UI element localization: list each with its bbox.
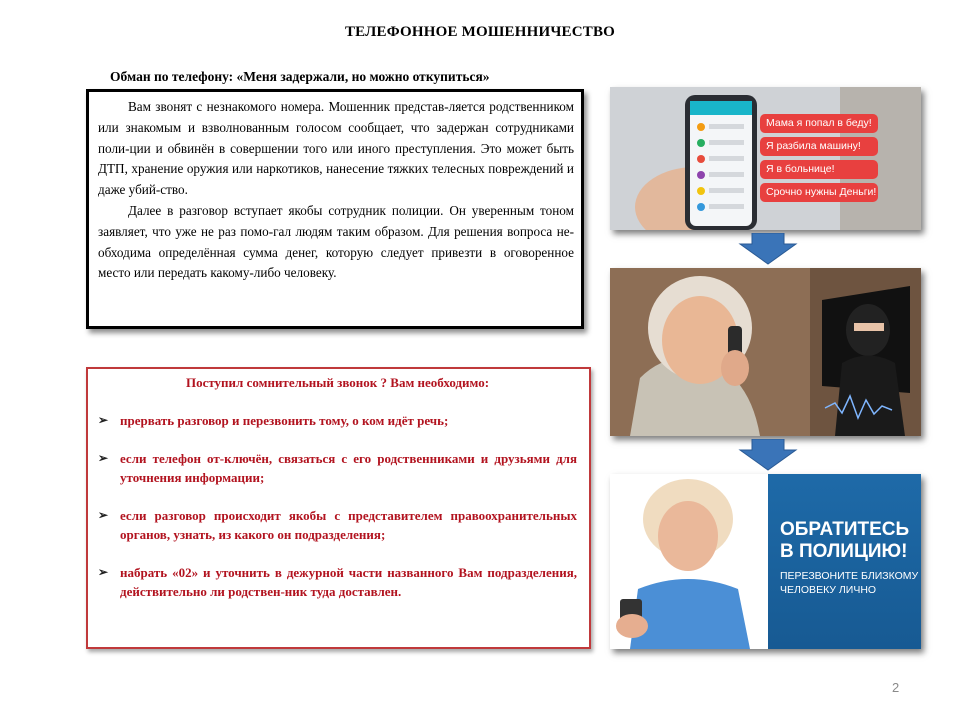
banner-headline: ОБРАТИТЕСЬ В ПОЛИЦИЮ! (780, 519, 910, 562)
page-number: 2 (892, 680, 900, 695)
advice-item (98, 506, 577, 544)
advice-item-text: прервать разговор и перезвонить тому, о ком идёт речь; (120, 413, 449, 428)
advice-item-text: если разговор происходит якобы с представителем правоохранительных органов, узнать, из какого он подразделения; (120, 508, 577, 542)
bullet-arrow-icon: ➢ (98, 508, 109, 522)
woman-with-phone-graphic (610, 474, 768, 649)
scam-call-illustration (610, 268, 921, 436)
advice-item (98, 563, 577, 601)
police-banner (768, 474, 921, 649)
advice-item-text: набрать «02» и уточнить в дежурной части названного Вам подразделения, действительно ли родствен-ник туда доставлен. (120, 565, 577, 599)
down-arrow-icon (738, 233, 798, 265)
advice-heading: Поступил сомнительный звонок ? Вам необходимо: (185, 375, 490, 390)
bullet-arrow-icon: ➢ (98, 451, 109, 465)
scam-phone-illustration (610, 87, 921, 230)
advice-item-text: если телефон от-ключён, связаться с его родственниками и друзьями для уточнения информации; (120, 451, 577, 485)
page-title: ТЕЛЕФОННОЕ МОШЕННИЧЕСТВО (344, 24, 616, 40)
advice-item (98, 411, 577, 430)
bullet-arrow-icon: ➢ (98, 565, 109, 579)
message-bubble: Я в больнице! (760, 160, 878, 179)
message-bubble: Мама я попал в беду! (760, 114, 878, 133)
advice-item (98, 449, 577, 487)
police-advice-illustration (610, 474, 921, 649)
message-bubble: Срочно нужны Деньги! (760, 183, 878, 202)
story-box (86, 89, 584, 329)
story-paragraph-1: Вам звонят с незнакомого номера. Мошенник представ-ляется родственником или знакомым и взволнованным голосом сообщает, что задержан сотрудниками поли-ции и обвинён в совершении того или иного преступления. Это может быть ДТП, хранение оружия или наркотиков, нанесение тяжких телесных повреждений и даже убий-ство. (98, 99, 574, 198)
advice-box (86, 367, 591, 649)
phone-scene-graphic (610, 87, 921, 230)
story-paragraph-2: Далее в разговор вступает якобы сотрудник полиции. Он уверенным тоном заявляет, что уже не раз помо-гал людям таким образом. Для решения вопроса не-обходима определённая сумма денег, которую следует привезти в оговоренное место или передать какому-либо человеку. (98, 202, 574, 281)
scam-call-graphic (610, 268, 921, 436)
bullet-arrow-icon: ➢ (98, 413, 109, 427)
section-subtitle: Обман по телефону: «Меня задержали, но можно откупиться» (110, 69, 490, 84)
down-arrow-icon (738, 439, 798, 471)
banner-subline: ПЕРЕЗВОНИТЕ БЛИЗКОМУ ЧЕЛОВЕКУ ЛИЧНО (780, 570, 919, 596)
message-bubble: Я разбила машину! (760, 137, 878, 156)
